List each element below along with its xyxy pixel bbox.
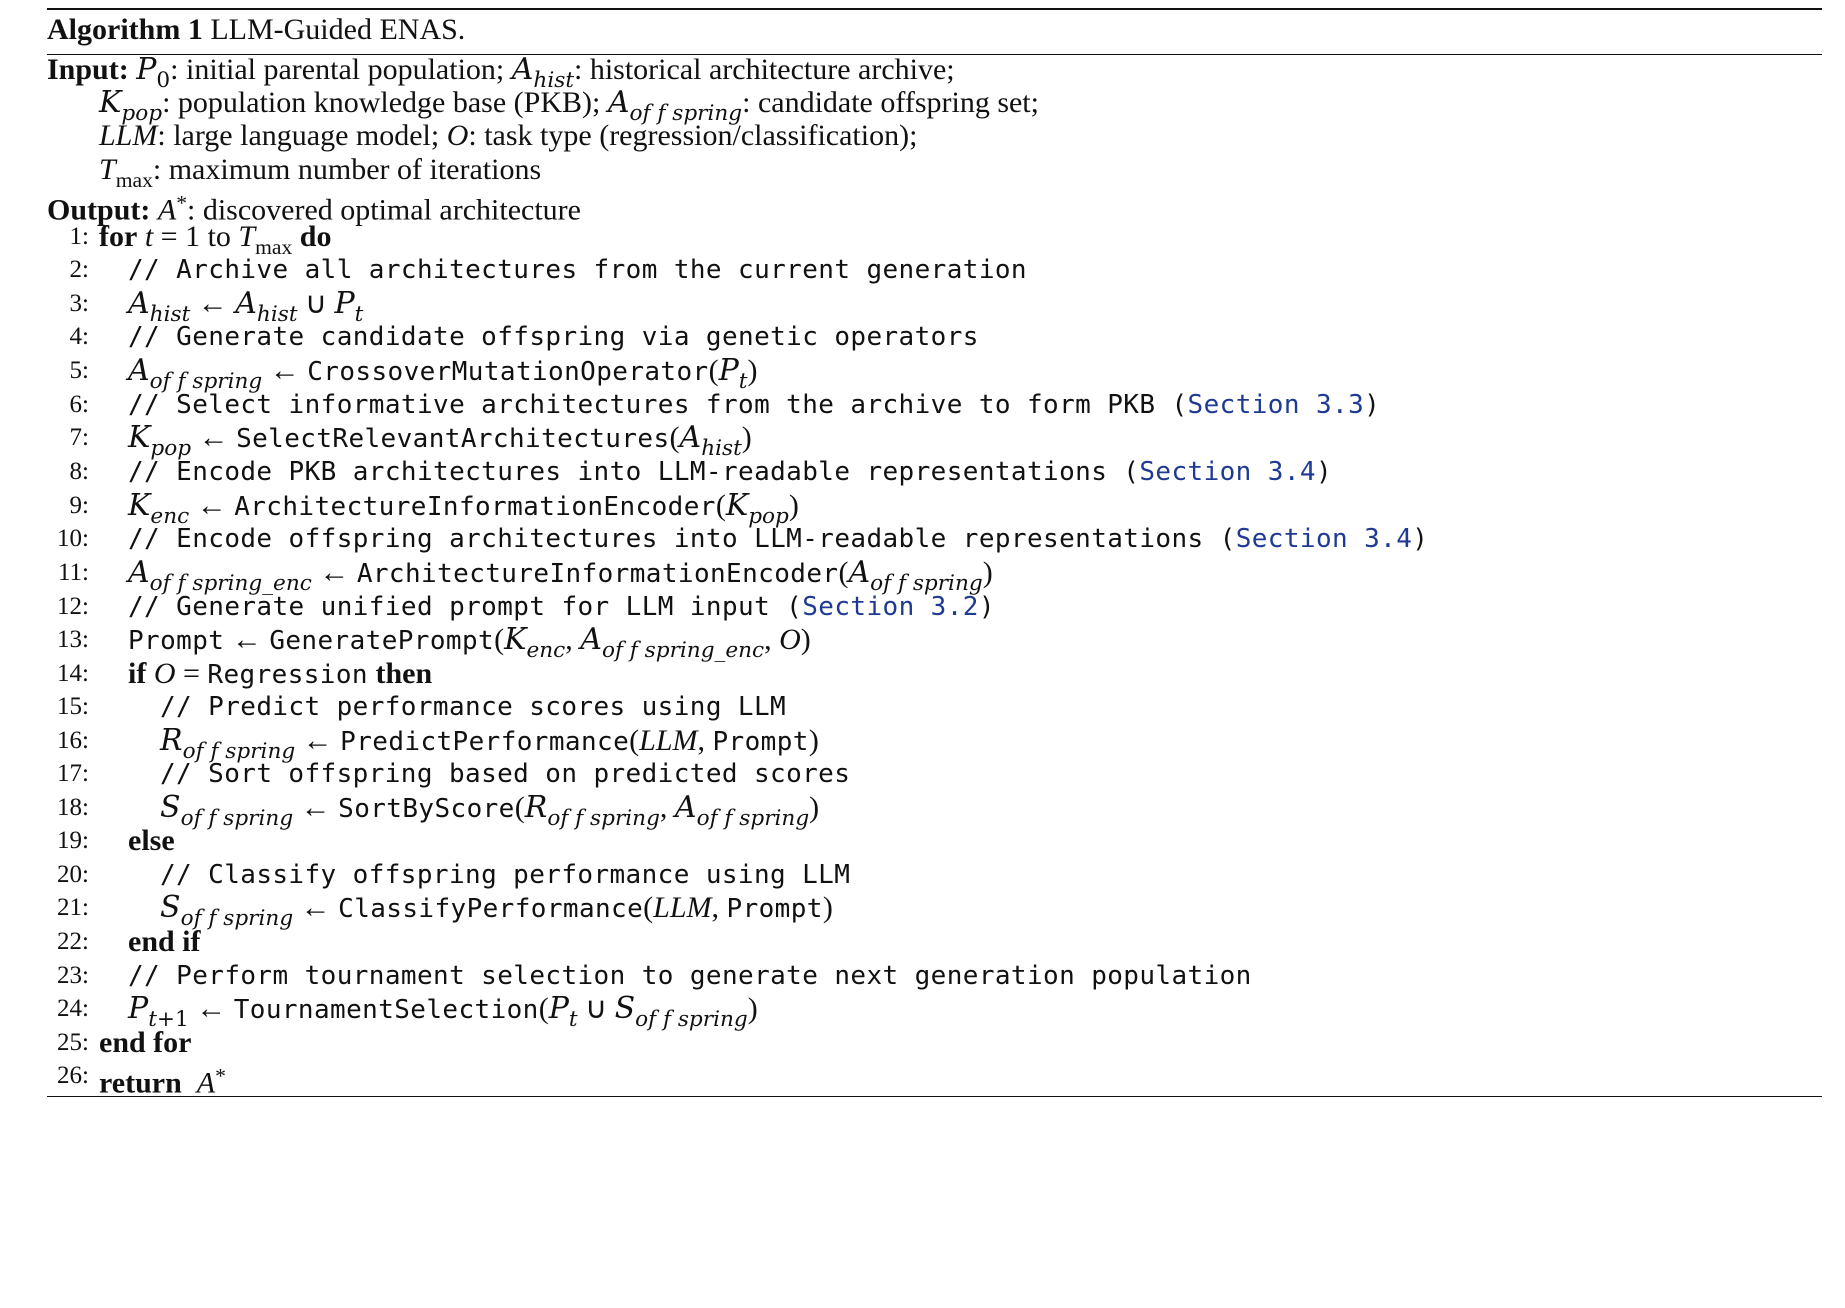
comment: // Sort offspring based on predicted scores: [160, 759, 851, 789]
comment: // Classify offspring performance using LLM: [160, 860, 851, 890]
input-label: Input:: [47, 53, 129, 86]
line-number: 12:: [57, 593, 89, 620]
input-aoff-desc: : candidate offspring set;: [742, 86, 1039, 119]
line-number: 22:: [57, 928, 89, 955]
output-label: Output:: [47, 193, 151, 227]
kw-end-if: end if: [128, 925, 201, 958]
fn-tournament: TournamentSelection: [233, 995, 539, 1025]
section-link[interactable]: Section 3.4: [1235, 524, 1413, 554]
line-number: 19:: [57, 827, 89, 854]
comment: // Encode PKB architectures into LLM-readable representations (: [128, 457, 1140, 487]
line-number: 16:: [57, 727, 89, 754]
kw-else: else: [128, 824, 175, 857]
line-number: 23:: [57, 962, 89, 989]
line-number: 20:: [57, 861, 89, 888]
var-prompt: Prompt: [128, 626, 225, 656]
algorithm-caption: [47, 10, 465, 50]
caption-label: Algorithm 1: [47, 13, 203, 46]
line-number: 6:: [69, 391, 89, 418]
kw-do: do: [299, 220, 332, 253]
line-number: 18:: [57, 794, 89, 821]
comment: // Perform tournament selection to generate next generation population: [128, 961, 1252, 991]
line-number: 9:: [69, 492, 89, 519]
fn-generate-prompt: GeneratePrompt: [269, 626, 495, 656]
section-link[interactable]: Section 3.3: [1187, 390, 1365, 420]
bottom-rule: [47, 1096, 1822, 1097]
kw-to: to: [207, 220, 231, 253]
fn-select: SelectRelevantArchitectures: [236, 424, 670, 454]
fn-crossover: CrossoverMutationOperator: [307, 357, 709, 387]
input-p0-desc: : initial parental population;: [170, 53, 512, 86]
input-kpop-desc: : population knowledge base (PKB);: [162, 86, 608, 119]
comment: // Predict performance scores using LLM: [160, 692, 787, 722]
var-prompt: Prompt: [712, 727, 809, 757]
output-desc: : discovered optimal architecture: [186, 193, 581, 227]
line-number: 8:: [69, 458, 89, 485]
var-prompt: Prompt: [726, 894, 823, 924]
comment: // Generate candidate offspring via genetic operators: [128, 322, 979, 352]
line-number: 24:: [57, 995, 89, 1022]
kw-for: for: [99, 220, 138, 253]
line-number: 26:: [57, 1062, 89, 1089]
line-number: 10:: [57, 525, 89, 552]
line-number: 15:: [57, 693, 89, 720]
input-llm-desc: : large language model;: [157, 119, 447, 152]
line-number: 13:: [57, 626, 89, 653]
val-regression: Regression: [207, 660, 368, 690]
line-number: 25:: [57, 1029, 89, 1056]
comment: // Generate unified prompt for LLM input (: [128, 592, 803, 622]
fn-classify: ClassifyPerformance: [338, 894, 644, 924]
line-number: 4:: [69, 323, 89, 350]
fn-encoder: ArchitectureInformationEncoder: [356, 559, 839, 589]
kw-end-for: end for: [99, 1026, 192, 1059]
line-number: 11:: [57, 559, 89, 586]
line-number: 1:: [69, 223, 89, 250]
line-number: 5:: [69, 357, 89, 384]
section-link[interactable]: Section 3.4: [1139, 457, 1316, 487]
input-tmax-desc: : maximum number of iterations: [152, 153, 542, 186]
caption-title: LLM-Guided ENAS.: [210, 13, 466, 46]
fn-predict: PredictPerformance: [340, 727, 630, 757]
input-ahist-desc: : historical architecture archive;: [574, 53, 955, 86]
comment: // Archive all architectures from the current generation: [128, 255, 1027, 285]
line-number: 14:: [57, 660, 89, 687]
input-o-desc: : task type (regression/classification);: [468, 119, 918, 152]
line-number: 2:: [69, 256, 89, 283]
line-number: 7:: [69, 424, 89, 451]
section-link[interactable]: Section 3.2: [802, 592, 979, 622]
comment: // Encode offspring architectures into LLM-readable representations (: [128, 524, 1236, 554]
line-number: 3:: [69, 290, 89, 317]
kw-then: then: [375, 657, 433, 690]
line-number: 17:: [57, 760, 89, 787]
kw-return: return: [99, 1066, 182, 1100]
kw-if: if: [128, 657, 147, 690]
fn-sort: SortByScore: [338, 794, 515, 824]
line-number: 21:: [57, 894, 89, 921]
fn-encoder: ArchitectureInformationEncoder: [234, 492, 716, 522]
comment: // Select informative architectures from the archive to form PKB (: [128, 390, 1188, 420]
